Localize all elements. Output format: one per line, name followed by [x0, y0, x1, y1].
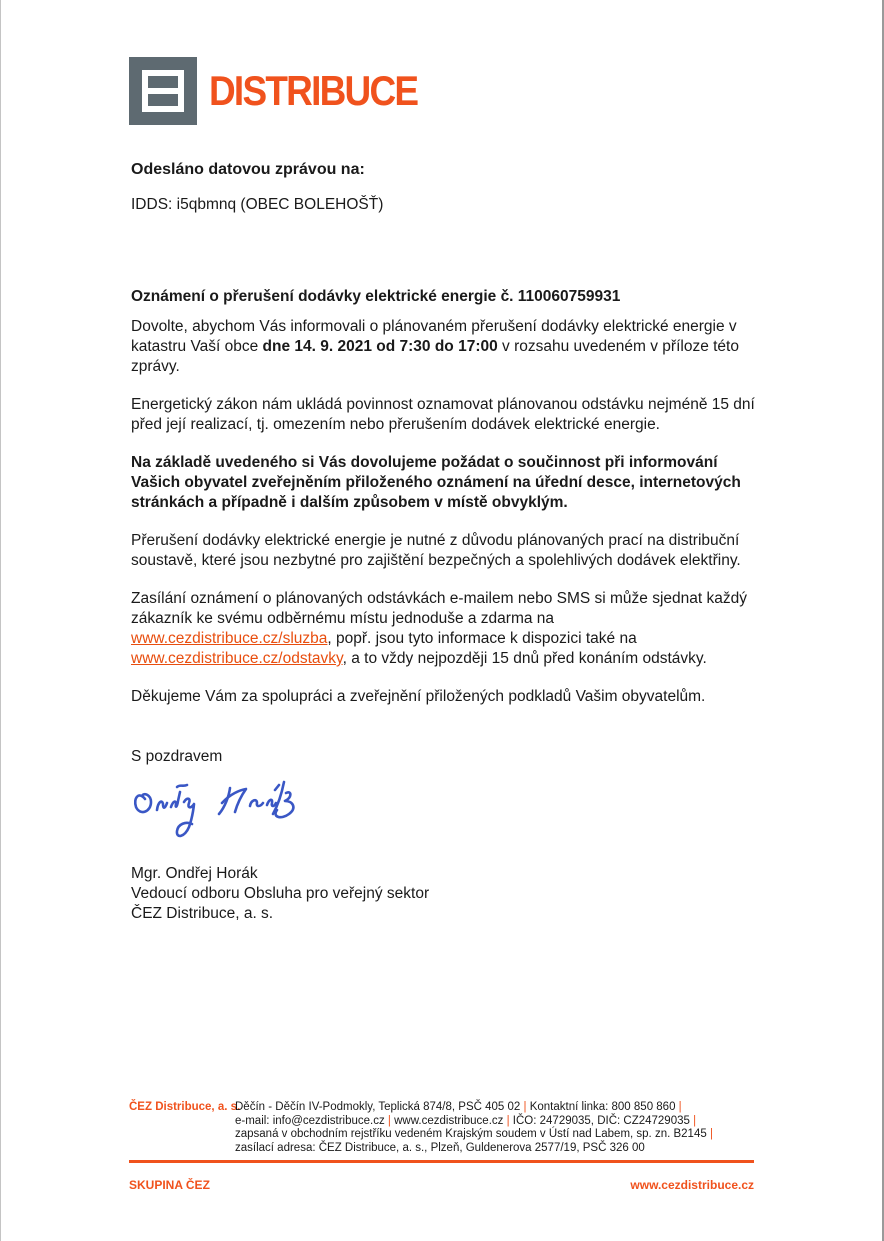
- footer-website-link[interactable]: www.cezdistribuce.cz: [630, 1178, 754, 1192]
- separator: |: [693, 1114, 697, 1127]
- footer-line: zasílací adresa: ČEZ Distribuce, a. s., Plzeň, Guldenerova 2577/19, PSČ 326 00: [235, 1141, 645, 1154]
- footer: [129, 1101, 754, 1192]
- footer-lines: [235, 1101, 713, 1155]
- footer-line: Děčín - Děčín IV-Podmokly, Teplická 874/8, PSČ 405 02 | Kontaktní linka: 800 850 860 |: [235, 1101, 682, 1113]
- paragraph-request-bold: Na základě uvedeného si Vás dovolujeme požádat o součinnost při informování Vašich obyvatel zveřejněním přiloženého oznámení na úřední desce, internetových stránkách a případně i dalším způsobem v místě obvyklým.: [131, 454, 741, 511]
- link-odstavky[interactable]: www.cezdistribuce.cz/odstavky: [131, 650, 343, 667]
- letter-subject: Oznámení o přerušení dodávky elektrické energie č. 110060759931: [131, 288, 621, 305]
- brand-header: [129, 57, 446, 125]
- paragraph-text: Dovolte, abychom Vás informovali o plánovaném přerušení dodávky elektrické energie v katastru Vaší obce: [131, 318, 737, 355]
- paragraph-text: Zasílání oznámení o plánovaných odstávkách e-mailem nebo SMS si může sjednat každý zákazník ke svému odběrnému místu jednoduše a zdarma na: [131, 590, 748, 627]
- paragraph-reason: Přerušení dodávky elektrické energie je nutné z důvodu plánovaných prací na distribuční soustavě, které jsou nezbytné pro zajištění bezpečných a spolehlivých dodávek elektřiny.: [131, 532, 741, 569]
- closing-text: S pozdravem: [131, 748, 223, 765]
- recipient-heading: Odesláno datovou zprávou na:: [131, 161, 365, 178]
- paragraph-thanks: Děkujeme Vám za spolupráci a zveřejnění přiložených podkladů Vašim obyvatelům.: [131, 688, 706, 705]
- separator: |: [387, 1114, 391, 1127]
- paragraph-subscribe: [131, 589, 759, 669]
- signer-block: [131, 864, 429, 924]
- link-sluzba[interactable]: www.cezdistribuce.cz/sluzba: [131, 630, 328, 647]
- signature-handwriting: [131, 776, 303, 858]
- paragraph-text: v rozsahu uvedeném v příloze této zprávy.: [131, 338, 739, 375]
- paragraph-intro: [131, 317, 759, 377]
- footer-line: zapsaná v obchodním rejstříku vedeném Krajským soudem v Ústí nad Labem, sp. zn. B2145 |: [235, 1128, 713, 1140]
- footer-group-label: SKUPINA ČEZ: [129, 1178, 210, 1192]
- footer-bottom-row: [129, 1178, 754, 1192]
- signer-title: Vedoucí odboru Obsluha pro veřejný sektor: [131, 885, 430, 902]
- recipient-block: [131, 160, 754, 214]
- paragraph-text: , popř. jsou tyto informace k dispozici také na: [327, 630, 637, 647]
- letter-body: [131, 287, 759, 785]
- footer-company-label: ČEZ Distribuce, a. s.: [129, 1101, 241, 1113]
- outage-date-bold: dne 14. 9. 2021 od 7:30 do 17:00: [262, 338, 498, 355]
- cez-logo-bar: [148, 88, 184, 94]
- paragraph-law: Energetický zákon nám ukládá povinnost oznamovat plánovanou odstávku nejméně 15 dní před její realizací, tj. omezením nebo přerušením dodávek elektrické energie.: [131, 396, 755, 433]
- signer-company: ČEZ Distribuce, a. s.: [131, 905, 274, 922]
- footer-line: e-mail: info@cezdistribuce.cz | www.cezdistribuce.cz | IČO: 24729035, DIČ: CZ24729035 |: [235, 1114, 697, 1127]
- brand-wordmark: DISTRIBUCE: [209, 67, 418, 114]
- separator: |: [678, 1101, 682, 1113]
- separator: |: [709, 1128, 713, 1140]
- separator: |: [506, 1114, 510, 1127]
- separator: |: [523, 1101, 527, 1113]
- footer-contact-row: [129, 1101, 754, 1155]
- signer-name: Mgr. Ondřej Horák: [131, 865, 258, 882]
- footer-divider: [129, 1160, 754, 1163]
- paragraph-text: , a to vždy nejpozději 15 dnů před konáním odstávky.: [342, 650, 707, 667]
- recipient-idds: IDDS: i5qbmnq (OBEC BOLEHOŠŤ): [131, 196, 384, 213]
- cez-logo-icon: [129, 57, 197, 125]
